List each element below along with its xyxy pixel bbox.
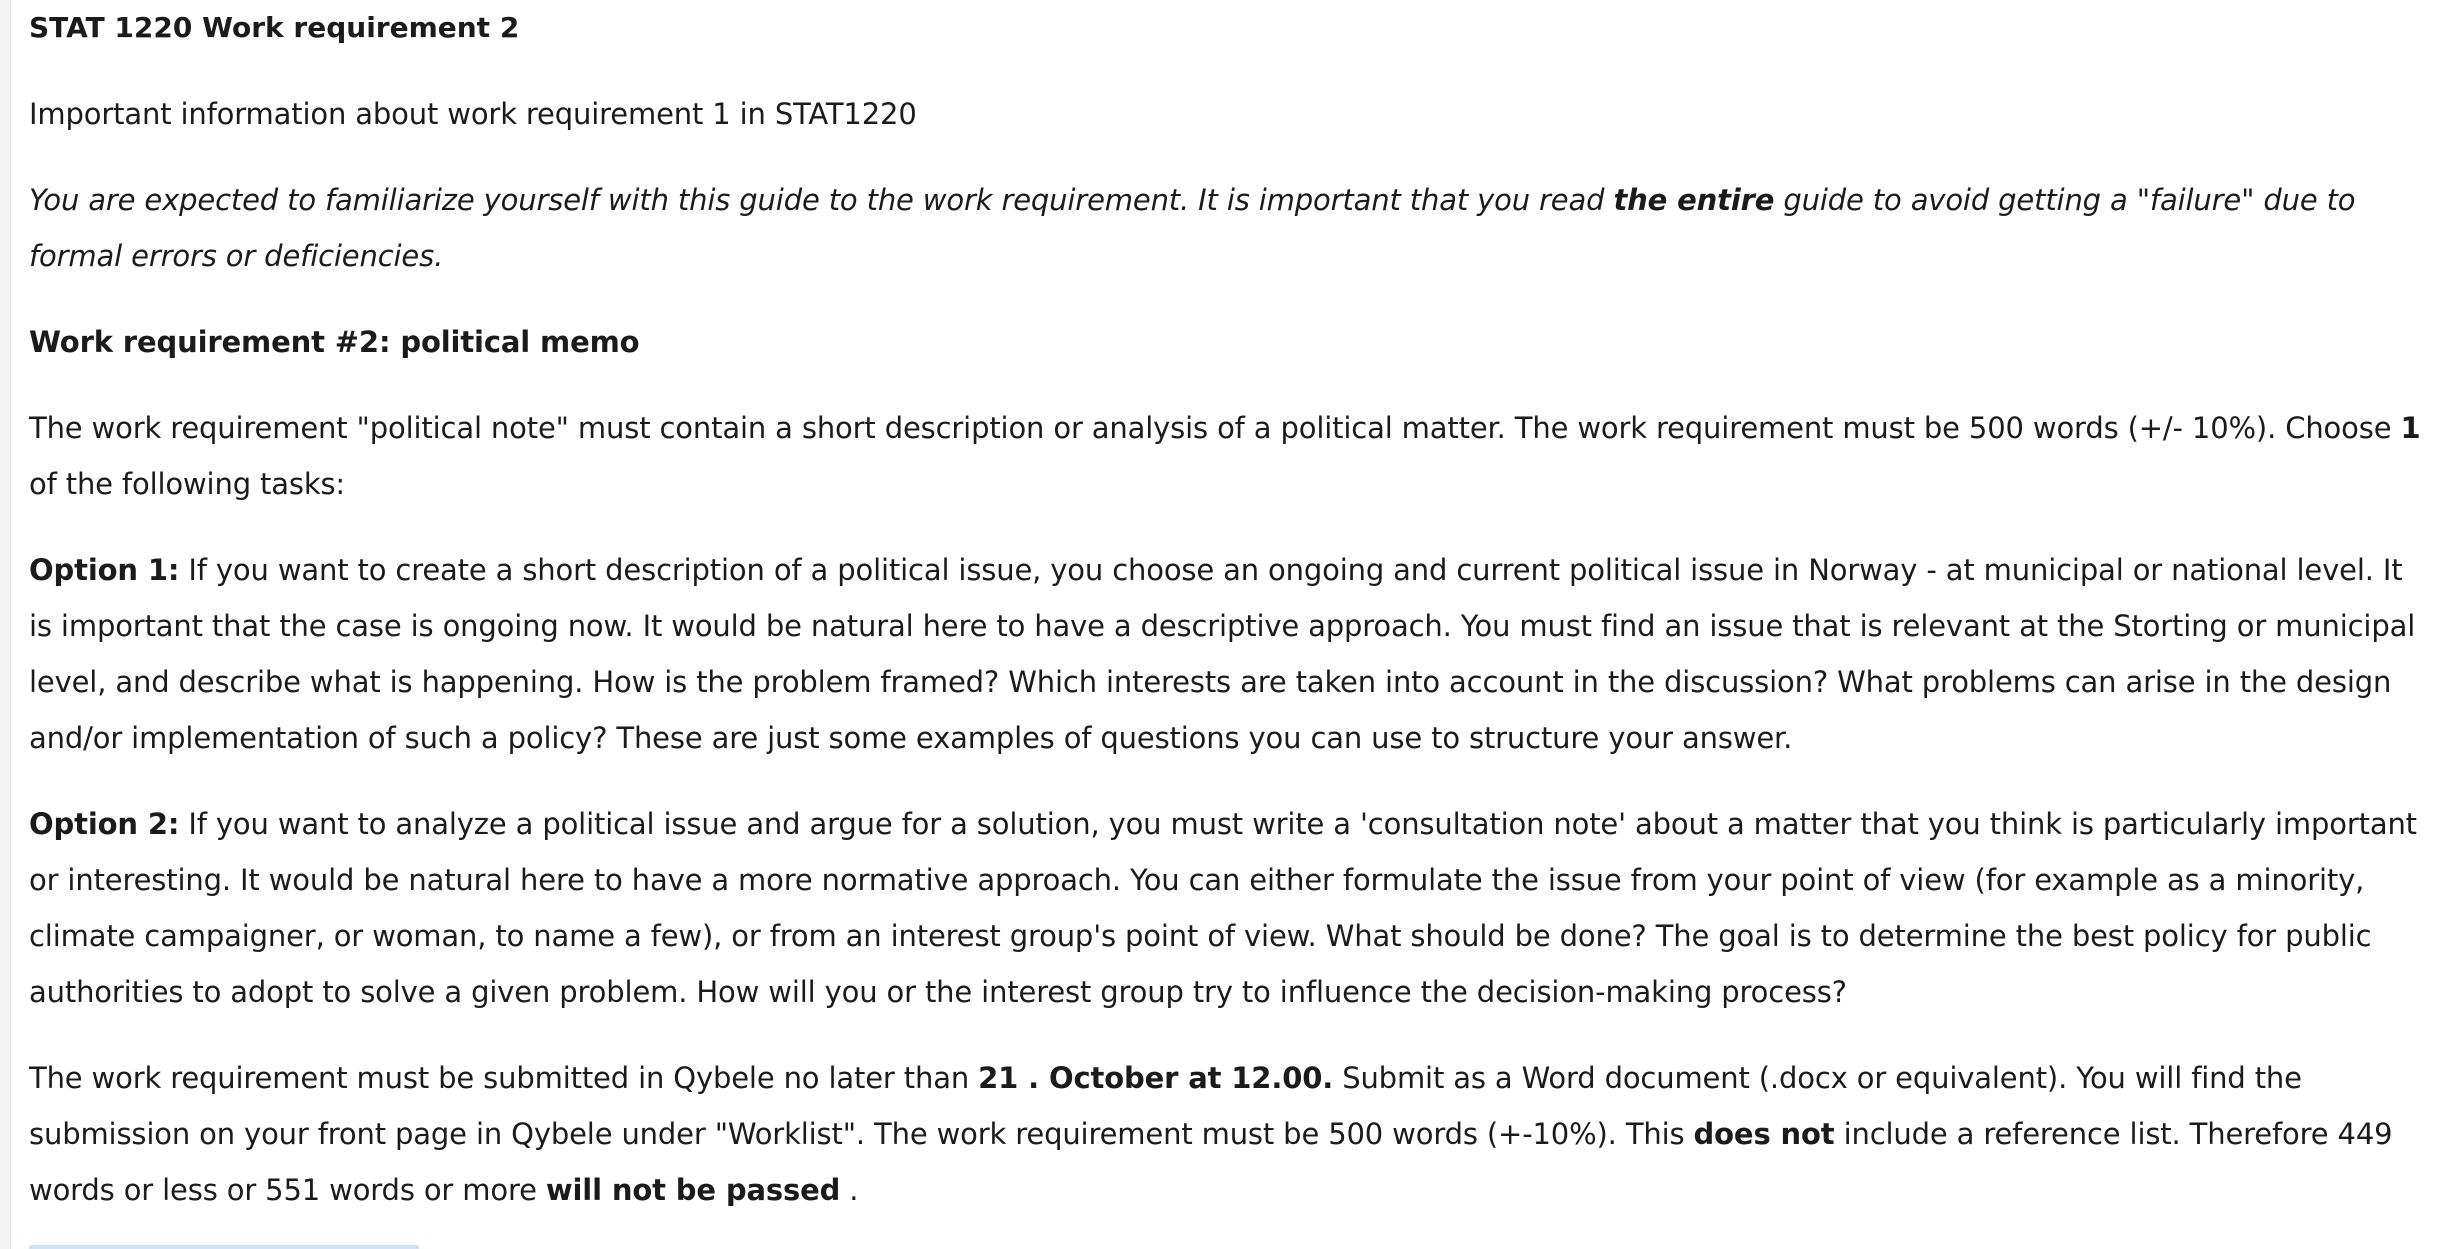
submission-does-not: does not [1693,1117,1835,1151]
page-title: STAT 1220 Work requirement 2 [29,11,520,44]
document-body [29,0,2434,1248]
option-1-paragraph [29,542,2434,766]
option-2-label: Option 2: [29,807,180,841]
lead-emphasis: the entire [1613,183,1775,217]
section-heading: Work requirement #2: political memo [29,325,640,359]
option-1-label: Option 1: [29,553,180,587]
option-2-text: If you want to analyze a political issue and argue for a solution, you must write a 'consultation note' about a matter that you think is particularly important or interesting. It would be natural here to have a more normative approach. You can either formulate the issue from your point of view (for example as a minority, climate campaigner, or woman, to name a few), or from an interest group's point of view. What should be done? The goal is to determine the best policy for public authorities to adopt to solve a given problem. How will you or the interest group try to influence the decision-making process? [29,807,2417,1009]
submission-text-4: . [840,1173,859,1207]
submission-will-not-pass: will not be passed [545,1173,841,1207]
lead-text-end: guide to avoid getting a "failure" due to formal errors or deficiencies. [29,183,2356,273]
option-1-text: If you want to create a short description of a political issue, you choose an ongoing and current political issue in Norway - at municipal or national level. It is important that the case is ongoing now. It would be natural here to have a descriptive approach. You must find an issue that is relevant at the Storting or municipal level, and describe what is happening. How is the problem framed? Which interests are taken into account in the discussion? What problems can arise in the design and/or implementation of such a policy? These are just some examples of questions you can use to structure your answer. [29,553,2416,755]
submission-text-3: include a reference list. Therefore 449 words or less or 551 words or more [29,1117,2393,1207]
lead-text-start: You are expected to familiarize yourself with this guide to the work requirement. It is important that you read [29,183,1614,217]
option-2-paragraph [29,796,2434,1020]
submission-paragraph [29,1050,2434,1218]
description-text-start: The work requirement "political note" must contain a short description or analysis of a political matter. The work requirement must be 500 words (+/- 10%). Choose [29,411,2401,445]
description-text-end: of the following tasks: [29,467,346,501]
intro-line: Important information about work requirement 1 in STAT1220 [29,97,917,131]
bottom-tab-edge[interactable] [29,1245,419,1249]
description-count: 1 [2400,411,2421,445]
submission-text-2: Submit as a Word document (.docx or equivalent). You will find the submission on your front page in Qybele under "Worklist". The work requirement must be 500 words (+-10%). This [29,1061,2302,1151]
submission-deadline: 21 . October at 12.00. [978,1061,1334,1095]
left-border [0,0,11,1249]
description-paragraph [29,400,2434,512]
lead-paragraph [29,172,2434,284]
submission-text-1: The work requirement must be submitted in Qybele no later than [29,1061,979,1095]
